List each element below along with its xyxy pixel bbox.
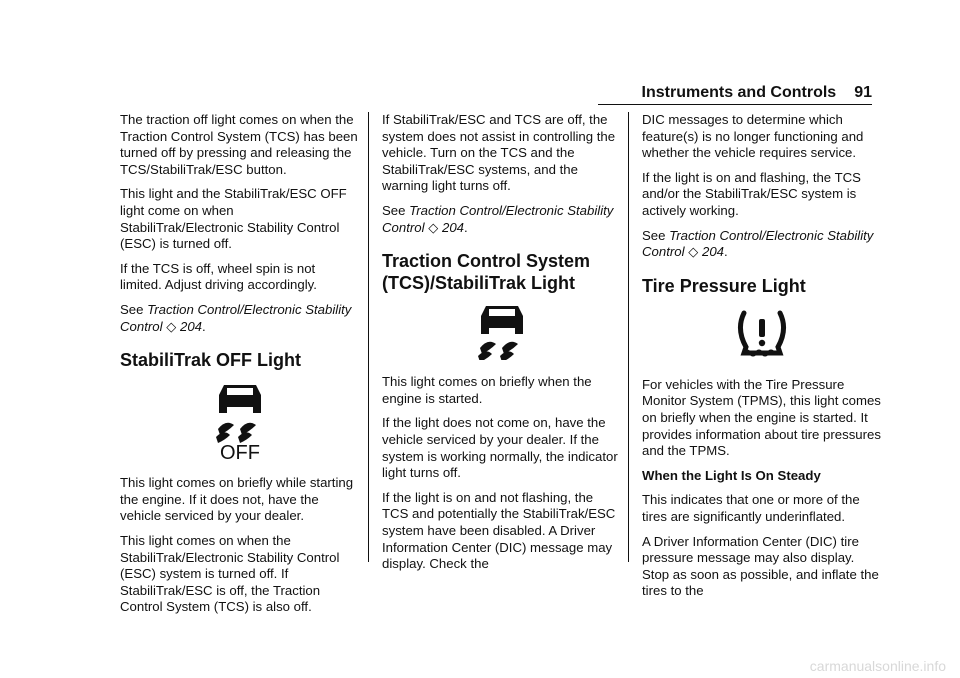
section-title: StabiliTrak OFF Light <box>120 350 302 371</box>
see-prefix: See <box>642 227 670 243</box>
column-divider <box>368 112 369 562</box>
footer-watermark: carmanualsonline.info <box>809 658 946 674</box>
icon-off-text: OFF <box>220 442 260 462</box>
reference-link[interactable]: Traction Control/Electronic Stability Control <box>382 202 614 235</box>
paragraph: This light comes on when the StabiliTrak/Electronic Stability Control (ESC) system is turned off. If StabiliTrak/ESC is off, the Traction Control System (TCS) is also off. <box>120 532 340 615</box>
column-1 <box>120 112 360 624</box>
paragraph: If the light does not come on, have the vehicle serviced by your dealer. If the system is working normally, the indicator light turns off. <box>382 415 618 481</box>
section-title: Traction Control System (TCS)/StabiliTrak Light <box>382 251 591 294</box>
reference-page[interactable]: 204 <box>180 318 203 334</box>
see-prefix: See <box>382 202 410 218</box>
reference-link[interactable]: Traction Control/Electronic Stability Control <box>642 227 874 260</box>
reference-page[interactable]: 204 <box>702 244 725 260</box>
stabilitrak-off-icon <box>120 381 360 461</box>
see-reference: See Traction Control/Electronic Stability Control ◇ 204. <box>120 301 352 334</box>
page-ref-icon: ◇ <box>688 244 699 260</box>
section-title: Tire Pressure Light <box>642 275 806 296</box>
traction-control-icon <box>382 304 622 360</box>
paragraph: This light comes on briefly when the engine is started. <box>382 374 592 406</box>
paragraph: This indicates that one or more of the tires are significantly underinflated. <box>642 492 860 524</box>
reference-link[interactable]: Traction Control/Electronic Stability Control <box>120 301 352 334</box>
paragraph: For vehicles with the Tire Pressure Monitor System (TPMS), this light comes on briefly when the engine is started. It provides information about tire pressures and the TPMS. <box>642 376 881 459</box>
page-ref-icon: ◇ <box>428 219 439 235</box>
page-ref-icon: ◇ <box>166 318 177 334</box>
page-header <box>642 84 872 102</box>
subheading: When the Light Is On Steady <box>642 467 821 483</box>
column-2 <box>382 112 622 581</box>
paragraph: If the light is on and not flashing, the TCS and potentially the StabiliTrak/ESC system have been disabled. A Driver Information Center (DIC) message may display. Check the <box>382 489 616 572</box>
paragraph: If the TCS is off, wheel spin is not limited. Adjust driving accordingly. <box>120 260 317 293</box>
paragraph: This light comes on briefly while starting the engine. If it does not, have the vehicle serviced by your dealer. <box>120 475 354 524</box>
reference-page[interactable]: 204 <box>442 219 465 235</box>
see-prefix: See <box>120 301 148 317</box>
see-reference: See Traction Control/Electronic Stability Control ◇ 204. <box>642 227 874 260</box>
paragraph: This light and the StabiliTrak/ESC OFF light come on when StabiliTrak/Electronic Stability Control (ESC) is turned off. <box>120 186 347 252</box>
column-3 <box>642 112 882 608</box>
paragraph: A Driver Information Center (DIC) tire pressure message may also display. Stop as soon as possible, and inflate the tires to the <box>642 533 879 599</box>
section-header-title: Instruments and Controls <box>641 84 837 101</box>
paragraph: The traction off light comes on when the Traction Control System (TCS) has been turned off by pressing and releasing the TCS/StabiliTrak/ESC button. <box>120 112 358 177</box>
header-rule <box>598 104 872 105</box>
column-divider <box>628 112 629 562</box>
page-number: 91 <box>854 84 872 101</box>
paragraph: If the light is on and flashing, the TCS and/or the StabiliTrak/ESC system is actively working. <box>642 169 861 218</box>
paragraph: If StabiliTrak/ESC and TCS are off, the system does not assist in controlling the vehicle. Turn on the TCS and the StabiliTrak/ESC systems, and the warning light turns off. <box>382 112 616 194</box>
see-reference: See Traction Control/Electronic Stability Control ◇ 204. <box>382 202 614 235</box>
paragraph: DIC messages to determine which feature(s) is no longer functioning and whether the vehicle requires service. <box>642 112 864 161</box>
tire-pressure-icon <box>642 307 882 363</box>
